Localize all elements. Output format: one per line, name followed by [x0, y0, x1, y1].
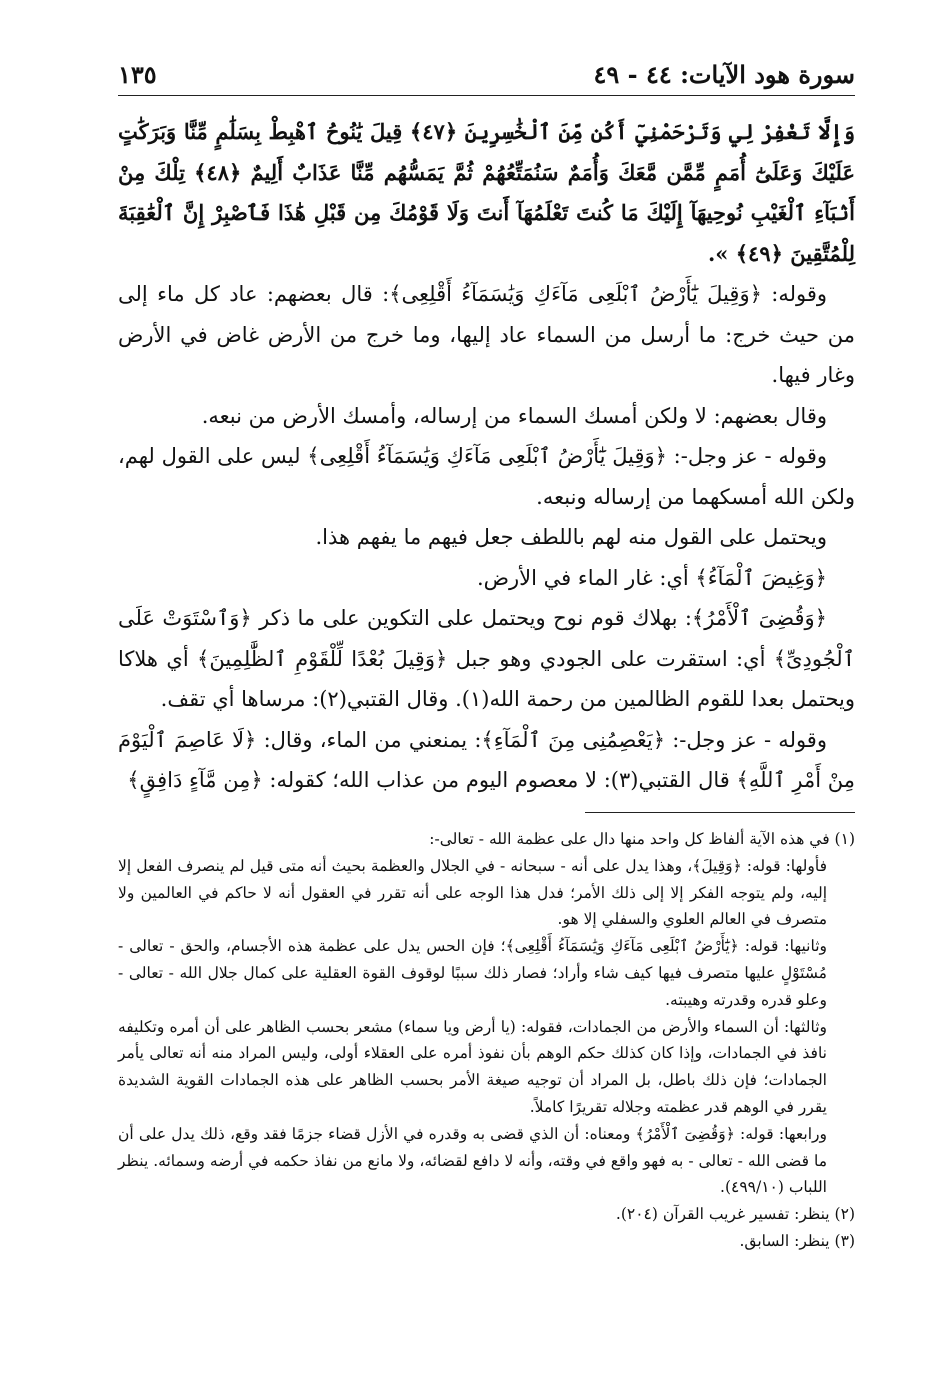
- footnote-1-third: وثالثها: أن السماء والأرض من الجمادات، فقوله: (يا أرض ويا سماء) مشعر بحسب الظاهر على أن أمره وتكليفه نافذ في الجمادات، وإذا كان كذلك حكم الوهم بأن نفوذ أمره على العقلاء أولى، وليس المراد منه أنه تعالى يأمر الجمادات؛ فإن ذلك باطل، بل المراد أن توجيه صيغة الأمر بحسب الظاهر على هذه الجمادات القوية الشديدة يقرر في الوهم قدر عظمته وجلاله تقريرًا كاملاً.: [118, 1017, 827, 1116]
- footnote-1-first: فأولها: قوله: ﴿وَقِيلَ﴾، وهذا يدل على أنه - سبحانه - في الجلال والعظمة بحيث أنه متى قيل لم ينصرف الفعل إلا إليه، ولم يتوجه الفكر إلا إلى ذلك الأمر؛ فدل هذا الوجه على أنه تقرر في العقول أنه لا حاكم في العالمين ولا متصرف في العالم العلوي والسفلي إلا هو.: [118, 856, 827, 929]
- page-header: [118, 52, 855, 96]
- running-title: سورة هود الآيات: ٤٤ - ٤٩: [593, 60, 855, 89]
- footnote-1-second: وثانيها: قوله: ﴿يَٰٓأَرْضُ ٱبْلَعِى مَآءَكِ وَيَٰسَمَآءُ أَقْلِعِى﴾؛ فإن الحس يدل على عظمة هذه الأجسام، والحق - تعالى - مُسْتَوْلٍ عليها متصرف فيها كيف شاء وأراد؛ فصار ذلك سببًا لوقوف القوة العقلية على كمال جلال الله - تعالى - وعلو قدره وقدرته وهيبته.: [118, 937, 827, 1009]
- footnote-2: (٢) ينظر: تفسير غريب القرآن (٢٠٤).: [615, 1205, 855, 1224]
- paragraph-3: وقوله - عز وجل-: ﴿وَقِيلَ يَٰٓأَرْضُ ٱبْلَعِى مَآءَكِ وَيَٰسَمَآءُ أَقْلِعِى﴾ ليس على القول لهم، ولكن الله أمسكهما من إرساله ونبعه.: [118, 444, 855, 509]
- paragraph-5: ﴿وَغِيضَ ٱلْمَآءُ﴾ أي: غار الماء في الأرض.: [476, 565, 827, 590]
- footnote-1-intro: (١) في هذه الآية ألفاظ كل واحد منها دال على عظمة الله - تعالى-:: [429, 830, 855, 848]
- footnote-3: (٣) ينظر: السابق.: [739, 1231, 855, 1250]
- verse-block: وَإِلَّا تَغْفِرْ لِي وَتَرْحَمْنِيٓ أَكُن مِّنَ ٱلْخَٰسِرِينَ ﴿٤٧﴾ قِيلَ يَٰنُوحُ ٱهْبِطْ بِسَلَٰمٍ مِّنَّا وَبَرَكَٰتٍ عَلَيْكَ وَعَلَىٰٓ أُمَمٍ مِّمَّن مَّعَكَ وَأُمَمٌ سَنُمَتِّعُهُمْ ثُمَّ يَمَسُّهُم مِّنَّا عَذَابٌ أَلِيمٌ ﴿٤٨﴾ تِلْكَ مِنْ أَنۢبَآءِ ٱلْغَيْبِ نُوحِيهَآ إِلَيْكَ مَا كُنتَ تَعْلَمُهَآ أَنتَ وَلَا قَوْمُكَ مِن قَبْلِ هَٰذَا فَٱصْبِرْ إِنَّ ٱلْعَٰقِبَةَ لِلْمُتَّقِينَ ﴿٤٩﴾ ».: [118, 119, 856, 266]
- footnote-1-fourth: ورابعها: قوله: ﴿وَقُضِىَ ٱلْأَمْرُ﴾ ومعناه: أن الذي قضى به وقدره في الأزل قضاء جزمًا فقد وقع، ذلك يدل على أن ما قضى الله - تعالى - به فهو واقع في وقته، وأنه لا دافع لقضائه، ولا مانع من نفاذ حكمه في أرضه وسمائه. ينظر اللباب (٤٩٩/١٠).: [118, 1124, 827, 1197]
- paragraph-4: ويحتمل على القول منه لهم باللطف جعل فيهم ما يفهم هذا.: [315, 525, 827, 549]
- page-number: ١٣٥: [118, 60, 157, 89]
- main-text: [118, 112, 855, 801]
- paragraph-2: وقال بعضهم: لا ولكن أمسك السماء من إرساله، وأمسك الأرض من نبعه.: [201, 403, 827, 428]
- footnotes: [118, 826, 855, 1255]
- paragraph-1: وقوله: ﴿وَقِيلَ يَٰٓأَرْضُ ٱبْلَعِى مَآءَكِ وَيَٰسَمَآءُ أَقْلِعِى﴾: قال بعضهم: عاد كل ماء إلى من حيث خرج: ما أرسل من السماء عاد إليها، وما خرج من الأرض غاض في الأرض وغار فيها.: [118, 282, 855, 387]
- paragraph-6: ﴿وَقُضِىَ ٱلْأَمْرُ﴾: بهلاك قوم نوح ويحتمل على التكوين على ما ذكر ﴿وَٱسْتَوَتْ عَلَى ٱلْجُودِىِّ﴾ أي: استقرت على الجودي وهو جبل ﴿وَقِيلَ بُعْدًا لِّلْقَوْمِ ٱلظَّٰلِمِينَ﴾ أي هلاكا ويحتمل بعدا للقوم الظالمين من رحمة الله(١). وقال القتبي(٢): مرساها أي تقف.: [118, 606, 855, 711]
- footnote-divider: [585, 812, 855, 813]
- paragraph-7: وقوله - عز وجل-: ﴿يَعْصِمُنِى مِنَ ٱلْمَآءِ﴾: يمنعني من الماء، وقال: ﴿لَا عَاصِمَ ٱلْيَوْمَ مِنْ أَمْرِ ٱللَّهِ﴾ قال القتبي(٣): لا معصوم اليوم من عذاب الله؛ كقوله: ﴿مِن مَّآءٍ دَافِقٍ﴾: [118, 727, 855, 792]
